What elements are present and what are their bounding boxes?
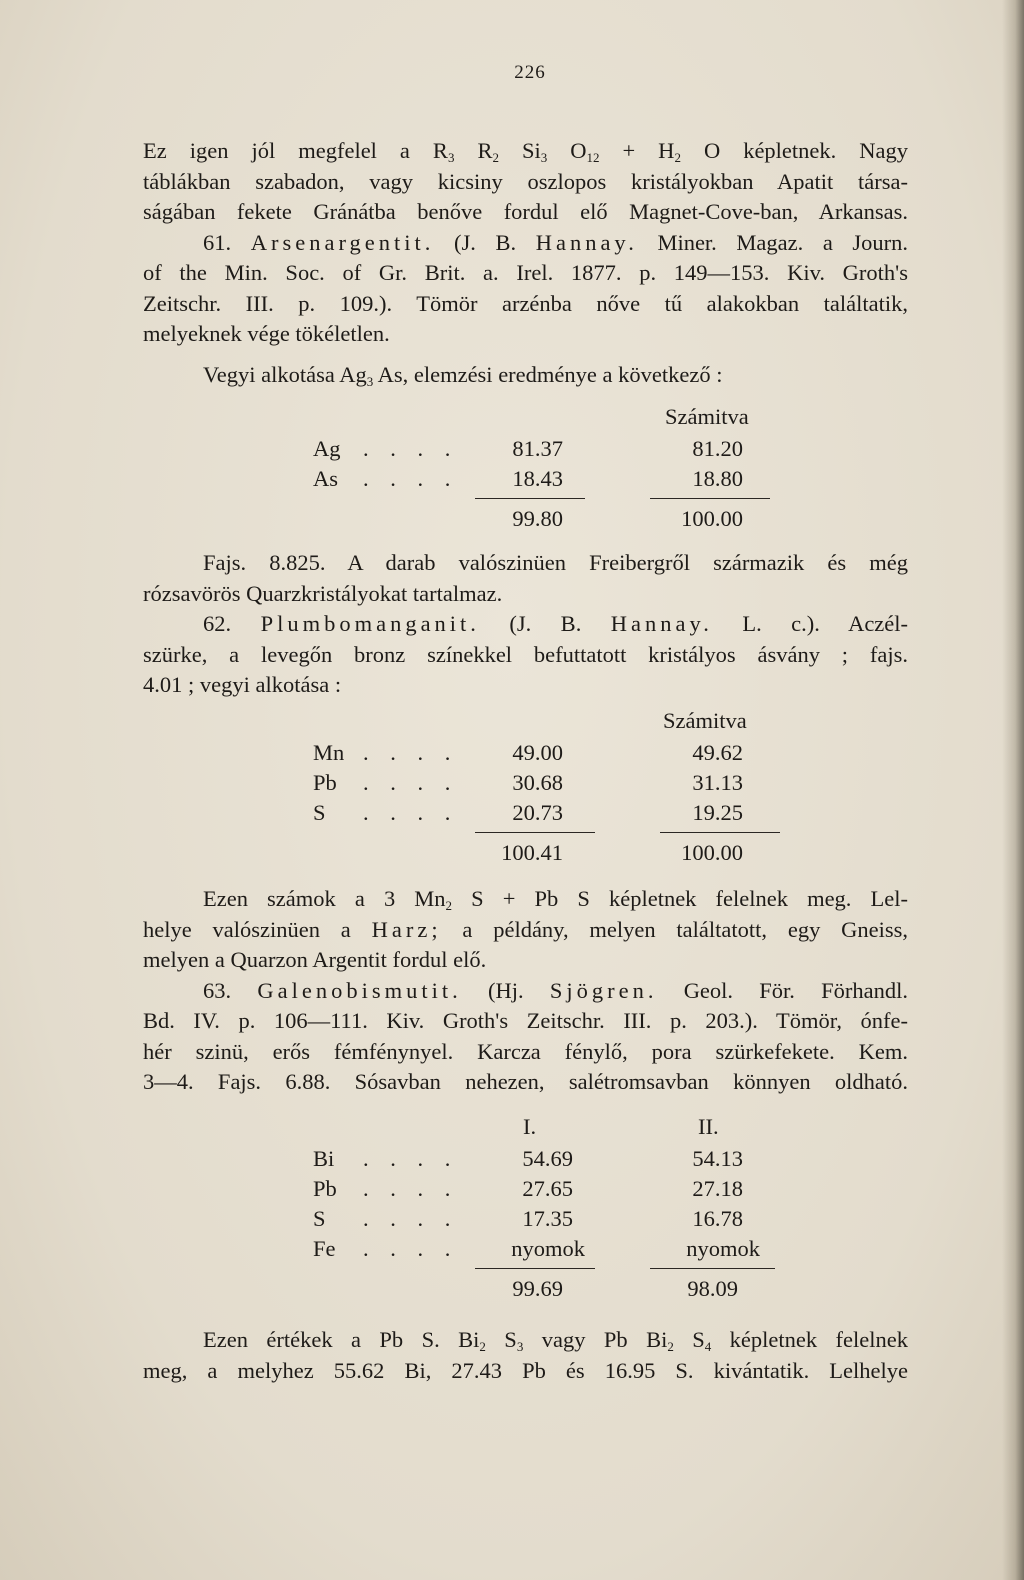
analysis-table-1 — [313, 404, 783, 544]
table-row: As . . . . 18.43 18.80 — [313, 466, 743, 491]
text-line: Ezen értékek a Pb S. $Bi_2$ $S_3$ vagy Pb $Bi_2$ $S_4$ képletnek felelnek — [203, 1327, 909, 1354]
table-row: Ag . . . . 81.37 81.20 — [313, 436, 743, 461]
text-line: 3—4. Fajs. 6.88. Sósavban nehezen, salétromsavban könnyen oldható. — [143, 1069, 908, 1094]
table-row: Mn . . . . 49.00 49.62 — [313, 740, 743, 765]
sum-rule — [660, 832, 780, 833]
page-number: 226 — [514, 62, 546, 83]
sum-rule — [650, 1268, 775, 1269]
text-line: Zeitschr. III. p. 109.). Tömör arzénba nőve tű alakokban találtatik, — [143, 290, 908, 316]
paragraph-conclusion — [143, 1325, 908, 1386]
text-line: melyeknek vége tökéletlen. — [143, 321, 390, 346]
text-line: Ez igen jól megfelel a $R_3$ $R_2$ $Si_3$ $O_{12} + H_2$ O képletnek. Nagy — [143, 138, 909, 165]
text-line: Fajs. 8.825. A darab valószinüen Freibergről származik és még — [203, 550, 908, 575]
column-header-i: I. — [523, 1114, 537, 1139]
table-row: Fe . . . . nyomok nyomok — [313, 1236, 760, 1261]
text-line: szürke, a levegőn bronz színekkel befuttatott kristályos ásvány ; fajs. — [143, 641, 908, 667]
text-line: rózsavörös Quarzkristályokat tartalmaz. — [143, 580, 503, 606]
table-row: S . . . . 20.73 19.25 — [313, 800, 743, 825]
text-line: melyen a Quarzon Argentit fordul elő. — [143, 947, 487, 972]
author-name: Hannay. — [535, 229, 638, 255]
text-line: hér szinü, erős fémfénynyel. Karcza fénylő, pora szürkefekete. Kem. — [143, 1038, 908, 1064]
entry-61-heading: 61. Arsenargentit. (J. B. Hannay. Miner. Magaz. a Journ. — [203, 229, 909, 255]
table-total-row: 100.41 100.00 — [501, 840, 743, 865]
sum-rule — [650, 498, 770, 499]
text-line: Bd. IV. p. 106—111. Kiv. Groth's Zeitschr. III. p. 203.). Tömör, ónfe- — [143, 1008, 908, 1033]
entry-63-heading: 63. Galenobismutit. (Hj. Sjögren. Geol. För. Förhandl. — [203, 977, 909, 1003]
text-line: helye valószinüen a Harz; a példány, melyen találtatott, egy Gneiss, — [143, 916, 909, 942]
mineral-name: Galenobismutit. — [257, 977, 462, 1003]
paragraph-formula — [143, 136, 908, 390]
text-line: of the Min. Soc. of Gr. Brit. a. Irel. 1877. p. 149—153. Kiv. Groth's — [143, 260, 908, 285]
text-line: táblákban szabadon, vagy kicsiny oszlopos kristályokban Apatit társa- — [143, 168, 908, 194]
text-line: ságában fekete Gránátba benőve fordul elő Magnet-Cove-ban, Arkansas. — [143, 199, 908, 224]
text-line: Ezen számok a 3 $Mn_2$ S + Pb S képletnek felelnek meg. Lel- — [203, 886, 908, 913]
text-line: meg, a melyhez 55.62 Bi, 27.43 Pb és 16.95 S. kivántatik. Lelhelye — [143, 1357, 908, 1383]
mineral-name: Arsenargentit. — [250, 229, 435, 255]
mineral-name: Plumbomanganit. — [260, 611, 480, 636]
author-name: Sjögren. — [549, 977, 658, 1003]
column-header-calculated: Számitva — [665, 404, 749, 429]
composition-line: Vegyi alkotása $Ag_3$ As, elemzési eredménye a következő : — [203, 361, 723, 389]
table-total-row: 99.69 98.09 — [512, 1276, 738, 1301]
table-total-row: 99.80 100.00 — [512, 506, 743, 531]
sum-rule — [475, 832, 595, 833]
paragraph-entry-63 — [143, 884, 908, 1098]
page-edge-shadow — [1002, 0, 1024, 1580]
text-line: 4.01 ; vegyi alkotása : — [143, 672, 342, 697]
column-header-ii: II. — [698, 1114, 719, 1139]
author-name: Hannay. — [610, 611, 713, 636]
analysis-table-3 — [313, 1114, 783, 1314]
entry-62-heading: 62. Plumbomanganit. (J. B. Hannay. L. c.). Aczél- — [203, 611, 909, 636]
column-header-calculated: Számitva — [663, 708, 747, 733]
table-row: S . . . . 17.35 16.78 — [313, 1206, 743, 1231]
place-name: Harz; — [371, 916, 442, 942]
paragraph-entry-62 — [143, 548, 908, 701]
table-row: Pb . . . . 27.65 27.18 — [313, 1176, 743, 1201]
sum-rule — [475, 498, 585, 499]
analysis-table-2 — [313, 708, 783, 878]
table-row: Bi . . . . 54.69 54.13 — [313, 1146, 743, 1171]
table-row: Pb . . . . 30.68 31.13 — [313, 770, 743, 795]
sum-rule — [475, 1268, 595, 1269]
